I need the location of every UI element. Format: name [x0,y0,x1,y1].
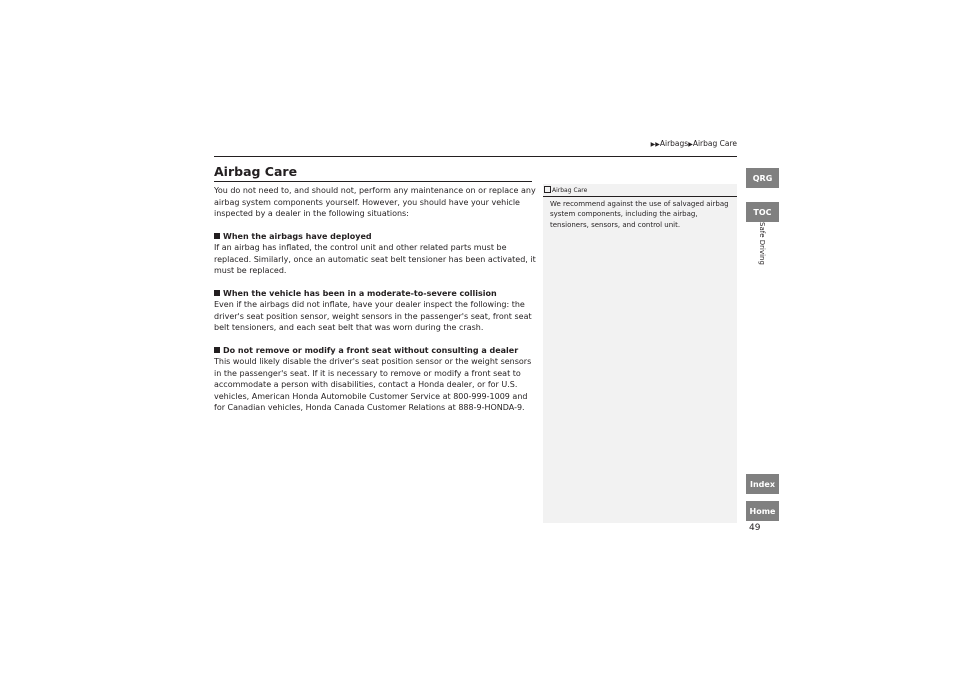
square-bullet-icon [214,290,220,296]
qrg-button[interactable]: QRG [746,168,779,188]
section-heading-text: When the airbags have deployed [223,231,372,241]
side-note-body: We recommend against the use of salvaged airbag system components, including the airbag, tensioners, sensors, and control unit. [550,200,729,229]
title-divider [214,181,532,182]
section-heading [214,288,536,300]
intro-paragraph: You do not need to, and should not, perform any maintenance on or replace any airbag system components yourself. However, you should have your vehicle inspected by a dealer in the following situations: [214,186,536,218]
index-button[interactable]: Index [746,474,779,494]
section-heading [214,231,536,243]
double-arrow-icon: ▶▶ [650,141,660,148]
arrow-icon: ▶ [688,141,693,148]
section-heading-text: Do not remove or modify a front seat without consulting a dealer [223,345,519,355]
section-deployed [214,231,536,277]
breadcrumb-airbag-care: Airbag Care [692,139,737,148]
section-front-seat [214,345,536,414]
toc-button[interactable]: TOC [746,202,779,222]
breadcrumb [651,139,737,148]
section-body: If an airbag has inflated, the control unit and other related parts must be replaced. Similarly, once an automatic seat belt tensioner has been activated, it must be replaced. [214,243,536,275]
side-note-heading [543,184,737,197]
page-title: Airbag Care [214,164,298,179]
breadcrumb-airbags[interactable]: Airbags [659,139,689,148]
section-heading [214,345,536,357]
home-button[interactable]: Home [746,501,779,521]
side-note-title: Airbag Care [552,187,588,194]
main-content [214,185,536,425]
square-bullet-icon [214,347,220,353]
page-number: 49 [749,523,761,533]
note-icon [544,186,551,193]
square-bullet-icon [214,233,220,239]
section-collision [214,288,536,334]
side-note [543,184,737,523]
chapter-label: Safe Driving [758,222,766,265]
section-heading-text: When the vehicle has been in a moderate-to-severe collision [223,288,497,298]
header-divider [214,156,737,157]
section-body: This would likely disable the driver's seat position sensor or the weight sensors in the passenger's seat. If it is necessary to remove or modify a front seat to accommodate a person with disabilities, contact a Honda dealer, or for U.S. vehicles, American Honda Automobile Customer Service at 800-999-1009 and for Canadian vehicles, Honda Canada Customer Relations at 888-9-HONDA-9. [214,357,532,412]
section-body: Even if the airbags did not inflate, have your dealer inspect the following: the driver's seat position sensor, weight sensors in the passenger's seat, front seat belt tensioners, and each seat belt that was worn during the crash. [214,300,532,332]
